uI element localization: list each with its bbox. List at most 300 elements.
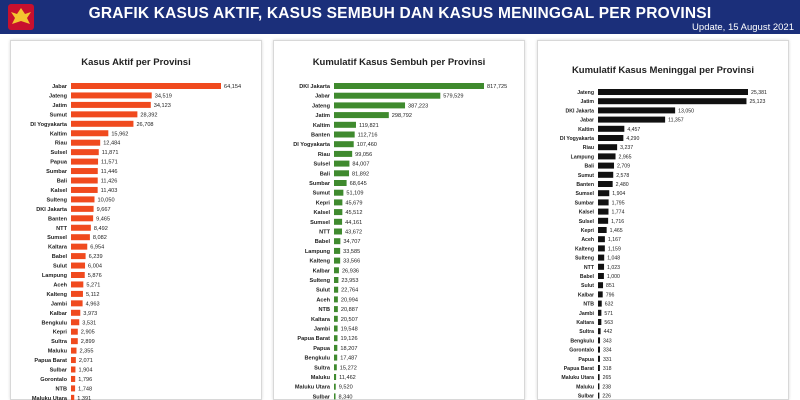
category-label: Sulbar [312, 394, 330, 400]
bar [71, 196, 94, 202]
bar [598, 365, 600, 371]
bar [598, 236, 605, 242]
bar [71, 168, 98, 174]
category-label: Kepri [580, 228, 594, 234]
value-label: 17,487 [340, 355, 358, 362]
bar [334, 170, 349, 176]
bar [334, 277, 338, 283]
value-label: 18,207 [340, 345, 358, 352]
category-label: Jateng [48, 93, 67, 100]
value-label: 632 [604, 301, 614, 308]
category-label: Sulbar [49, 367, 67, 374]
value-label: 9,465 [96, 216, 111, 223]
category-label: Sulbar [577, 393, 594, 400]
category-label: Sulteng [309, 278, 330, 284]
bar [598, 255, 604, 261]
bar [598, 337, 600, 343]
category-label: Bali [584, 163, 594, 170]
category-label: Papua Barat [563, 366, 594, 372]
value-label: 343 [603, 338, 612, 345]
value-label: 9,667 [96, 206, 111, 213]
value-label: 51,109 [346, 190, 364, 197]
bar [334, 161, 349, 167]
category-label: Kaltara [48, 244, 67, 251]
value-label: 11,426 [100, 178, 118, 185]
value-label: 45,679 [345, 200, 363, 207]
value-label: 5,112 [85, 291, 100, 298]
bar [598, 172, 613, 178]
value-label: 1,904 [612, 191, 626, 198]
value-label: 68,645 [349, 181, 367, 187]
value-label: 1,023 [607, 264, 621, 271]
category-label: Maluku [47, 348, 67, 355]
bar [334, 141, 354, 147]
bar [71, 253, 86, 259]
category-label: Kaltim [312, 122, 330, 129]
category-label: Jateng [577, 90, 594, 96]
category-label: NTB [55, 386, 67, 393]
category-label: Banten [576, 182, 594, 188]
chart-title-deaths: Kumulatif Kasus Meninggal per Provinsi [571, 65, 755, 76]
value-label: 851 [606, 283, 615, 290]
value-label: 1,167 [607, 237, 621, 244]
bar [598, 126, 624, 132]
bar [598, 153, 616, 159]
bar [71, 357, 76, 363]
category-label: Jateng [311, 103, 330, 110]
value-label: 4,963 [85, 301, 100, 308]
value-label: 2,578 [616, 172, 630, 179]
bar [71, 140, 100, 146]
category-label: Lampung [41, 273, 67, 279]
value-label: 64,154 [224, 84, 242, 90]
category-label: Jatim [315, 113, 330, 120]
value-label: 6,954 [90, 244, 105, 251]
value-label: 1,748 [78, 386, 93, 393]
value-label: 442 [603, 329, 613, 336]
bar [334, 219, 342, 225]
bar [598, 218, 608, 224]
value-label: 2,965 [618, 154, 632, 161]
category-label: DKI Jakarta [299, 84, 330, 90]
bar [71, 329, 78, 335]
category-label: Riau [317, 151, 330, 158]
value-label: 5,876 [87, 273, 102, 279]
category-label: Jatim [580, 99, 594, 106]
chart-title-active: Kasus Aktif per Provinsi [81, 57, 191, 68]
value-label: 579,529 [443, 93, 464, 100]
value-label: 9,520 [338, 384, 353, 391]
chart-death-cases [538, 41, 790, 400]
bar [334, 83, 484, 89]
value-label: 2,071 [78, 358, 93, 365]
category-label: Jambi [50, 301, 67, 308]
category-label: Kalbar [49, 310, 67, 317]
bar [334, 248, 340, 254]
chart-active-cases [11, 41, 263, 400]
category-label: Jambi [579, 310, 594, 317]
value-label: 1,716 [611, 218, 625, 225]
category-label: Bengkulu [570, 338, 594, 345]
category-label: Kalsel [578, 209, 594, 216]
value-label: 15,272 [339, 365, 357, 372]
value-label: 15,962 [111, 131, 129, 138]
category-label: Papua Barat [34, 358, 67, 365]
bar [598, 328, 601, 334]
category-label: Sultra [51, 339, 67, 346]
value-label: 20,507 [340, 316, 358, 323]
bar [334, 355, 337, 361]
category-label: Jabar [315, 93, 330, 100]
category-label: Kalteng [574, 246, 594, 253]
value-label: 26,936 [341, 268, 360, 275]
bar [598, 190, 609, 196]
value-label: 2,355 [79, 348, 94, 355]
value-label: 298,792 [391, 113, 413, 120]
bar [598, 282, 603, 288]
value-label: 13,050 [678, 108, 694, 115]
category-label: NTB [583, 301, 594, 308]
value-label: 2,905 [80, 329, 95, 336]
value-label: 33,566 [343, 258, 361, 265]
bar [334, 199, 342, 205]
category-label: Sumbar [309, 181, 330, 187]
category-label: Kalbar [577, 292, 594, 299]
value-label: 119,821 [358, 122, 379, 129]
bar [71, 225, 91, 231]
bar [334, 102, 405, 108]
value-label: 19,126 [340, 336, 358, 343]
bar [598, 144, 617, 150]
bar [598, 383, 599, 389]
category-label: Sumbar [574, 200, 594, 207]
bar [598, 393, 599, 399]
bar [598, 117, 665, 123]
bar [71, 376, 75, 382]
bar [598, 181, 613, 187]
value-label: 20,887 [340, 307, 358, 314]
bar [334, 364, 337, 370]
category-label: Babel [579, 274, 594, 280]
value-label: 6,239 [88, 254, 103, 261]
bar [71, 149, 99, 155]
value-label: 334 [602, 347, 612, 354]
value-label: 2,899 [80, 339, 95, 346]
category-label: Kalbar [312, 268, 330, 275]
category-label: Lampung [570, 154, 594, 161]
bar [71, 338, 78, 344]
bar [598, 310, 601, 316]
bar [71, 319, 79, 325]
category-label: Sulut [581, 283, 594, 290]
category-label: Sulut [53, 263, 67, 270]
value-label: 34,519 [154, 93, 172, 100]
bar [334, 306, 338, 312]
bar [598, 273, 604, 279]
bar [598, 301, 602, 307]
bar [71, 272, 85, 278]
value-label: 34,123 [153, 102, 171, 109]
bar [71, 244, 87, 250]
category-label: Sumut [577, 172, 594, 179]
value-label: 26,708 [136, 121, 154, 128]
category-label: Babel [51, 254, 67, 261]
category-label: Jambi [313, 326, 330, 333]
value-label: 1,391 [77, 395, 92, 400]
category-label: Sulsel [313, 161, 330, 168]
category-label: Kaltara [576, 320, 594, 326]
value-label: 34,707 [343, 239, 361, 246]
bar [71, 385, 75, 391]
bar [71, 281, 83, 287]
chart-panel-active [10, 40, 262, 400]
category-label: Kalteng [46, 291, 67, 298]
category-label: Kaltim [578, 126, 594, 133]
value-label: 5,271 [86, 282, 101, 289]
bar [598, 319, 601, 325]
value-label: 1,465 [609, 228, 623, 234]
value-label: 11,462 [339, 375, 356, 381]
bar [334, 190, 343, 196]
bar [71, 206, 94, 212]
category-label: Sumut [49, 112, 67, 119]
bar [334, 296, 338, 302]
bar [71, 348, 77, 354]
bar [71, 310, 80, 316]
category-label: Aceh [316, 297, 330, 304]
page-header [0, 0, 800, 34]
category-label: DKI Jakarta [565, 108, 594, 115]
page-title: GRAFIK KASUS AKTIF, KASUS SEMBUH DAN KASUS MENINGGAL PER PROVINSI [88, 5, 712, 22]
value-label: 2,709 [617, 163, 630, 170]
category-label: Lampung [304, 248, 330, 255]
bar [71, 83, 221, 89]
category-label: Jabar [52, 84, 67, 90]
category-label: Aceh [581, 237, 594, 244]
category-label: Gorontalo [40, 376, 67, 383]
bar [71, 187, 98, 193]
chart-panel-deaths [537, 40, 789, 400]
category-label: Sulsel [50, 150, 67, 157]
category-label: Bali [319, 171, 330, 178]
category-label: Bengkulu [304, 355, 330, 362]
category-label: NTT [583, 264, 594, 271]
value-label: 8,340 [338, 394, 353, 400]
bar [598, 347, 600, 353]
bar [334, 151, 352, 157]
bar [334, 316, 338, 322]
value-label: 11,571 [101, 159, 118, 166]
bar [598, 245, 605, 251]
value-label: 1,795 [611, 200, 625, 207]
category-label: Sumut [312, 190, 330, 197]
bar [598, 374, 600, 380]
value-label: 33,585 [343, 248, 361, 255]
category-label: Banten [48, 216, 67, 223]
category-label: Bali [56, 178, 67, 185]
category-label: Sulsel [578, 218, 594, 225]
value-label: 8,082 [92, 235, 107, 242]
category-label: Maluku [310, 375, 330, 381]
category-label: Papua [578, 356, 594, 363]
bar [71, 291, 83, 297]
category-label: Kalsel [50, 187, 67, 194]
category-label: Sultra [579, 329, 594, 336]
bar [334, 180, 347, 186]
category-label: Riau [582, 145, 594, 152]
bar [71, 159, 98, 165]
value-label: 318 [602, 366, 612, 372]
value-label: 387,223 [408, 103, 429, 110]
value-label: 226 [602, 393, 611, 400]
category-label: Sulut [316, 287, 330, 294]
bar [334, 132, 355, 138]
category-label: Sultra [314, 365, 330, 372]
value-label: 43,672 [345, 229, 363, 236]
chart-panel-recovered [273, 40, 525, 400]
bar [598, 89, 748, 95]
category-label: Jabar [580, 117, 594, 124]
value-label: 8,492 [93, 225, 108, 232]
bar [334, 384, 336, 390]
category-label: Kepri [52, 329, 67, 336]
category-label: DI Yogyakarta [293, 142, 330, 149]
bar [334, 335, 338, 341]
bar [598, 227, 607, 233]
bar [71, 300, 83, 306]
category-label: DI Yogyakarta [559, 136, 594, 142]
value-label: 44,161 [345, 219, 363, 226]
value-label: 10,050 [97, 197, 115, 204]
value-label: 81,892 [352, 171, 370, 178]
category-label: NTT [56, 225, 67, 232]
category-label: Sumsel [575, 191, 594, 198]
category-label: Maluku Utara [294, 384, 330, 391]
bar [71, 111, 137, 117]
value-label: 11,357 [668, 117, 684, 124]
bar [334, 345, 337, 351]
value-label: 3,973 [83, 310, 98, 317]
bar [71, 130, 108, 136]
value-label: 4,290 [626, 136, 640, 142]
value-label: 11,403 [100, 187, 118, 194]
value-label: 6,004 [88, 263, 103, 270]
bar [334, 267, 339, 273]
value-label: 563 [604, 320, 613, 326]
value-label: 1,000 [606, 274, 620, 280]
category-label: Sulteng [46, 197, 67, 204]
value-label: 112,716 [357, 132, 378, 139]
bar [598, 356, 600, 362]
value-label: 11,871 [101, 150, 119, 157]
bar [71, 395, 74, 400]
bar [71, 92, 152, 98]
value-label: 571 [604, 310, 614, 317]
value-label: 796 [605, 292, 615, 299]
bar [71, 234, 90, 240]
value-label: 25,381 [751, 90, 767, 96]
bar [71, 102, 151, 108]
bar [71, 215, 93, 221]
bar [334, 229, 342, 235]
value-label: 11,446 [100, 169, 118, 176]
category-label: NTB [318, 307, 330, 314]
category-label: Riau [54, 140, 67, 147]
bar [334, 258, 340, 264]
update-date: Update, 15 August 2021 [692, 22, 794, 33]
value-label: 12,484 [103, 140, 121, 147]
bar [334, 93, 440, 99]
value-label: 84,007 [352, 161, 370, 168]
value-label: 23,953 [341, 278, 359, 284]
chart-recovered-cases [274, 41, 526, 400]
value-label: 20,994 [340, 297, 358, 304]
value-label: 19,548 [340, 326, 358, 333]
value-label: 2,480 [615, 182, 629, 188]
value-label: 28,392 [140, 112, 158, 119]
bar [598, 98, 746, 104]
value-label: 45,512 [345, 210, 363, 217]
value-label: 99,056 [355, 151, 373, 158]
category-label: Kaltara [311, 316, 330, 323]
bar [598, 264, 604, 270]
value-label: 107,460 [356, 142, 377, 149]
value-label: 4,457 [627, 126, 641, 133]
bar [71, 121, 133, 127]
value-label: 3,237 [620, 145, 634, 152]
value-label: 265 [602, 375, 612, 382]
bar [598, 199, 609, 205]
bar [598, 209, 608, 215]
bar [71, 263, 85, 269]
category-label: Sumbar [46, 169, 67, 176]
bar [598, 163, 614, 169]
bar [334, 238, 340, 244]
category-label: Maluku Utara [31, 395, 67, 400]
bar [598, 107, 675, 113]
category-label: Gorontalo [569, 347, 594, 354]
category-label: Bengkulu [41, 320, 67, 327]
category-label: DKI Jakarta [36, 206, 67, 213]
value-label: 3,531 [82, 320, 97, 327]
value-label: 1,774 [611, 209, 625, 216]
category-label: Maluku Utara [561, 375, 594, 382]
category-label: Sumsel [310, 219, 330, 226]
value-label: 25,123 [749, 99, 766, 106]
bar [334, 326, 338, 332]
value-label: 1,048 [607, 255, 621, 262]
category-label: NTT [319, 229, 330, 236]
category-label: Babel [314, 239, 330, 246]
category-label: Maluku [576, 384, 594, 391]
bar [334, 374, 336, 380]
bar [334, 112, 389, 118]
bar [334, 122, 356, 128]
category-label: Papua Barat [297, 336, 330, 343]
category-label: Kalteng [309, 258, 330, 265]
bar [71, 178, 98, 184]
category-label: Jatim [52, 102, 67, 109]
value-label: 1,159 [607, 246, 621, 253]
value-label: 238 [602, 384, 612, 391]
chart-title-recovered: Kumulatif Kasus Sembuh per Provinsi [312, 57, 486, 68]
bar [598, 291, 603, 297]
category-label: Kaltim [49, 131, 67, 138]
category-label: DI Yogyakarta [30, 121, 67, 128]
bar [71, 367, 75, 373]
category-label: Sumsel [47, 235, 67, 242]
bar [334, 287, 338, 293]
